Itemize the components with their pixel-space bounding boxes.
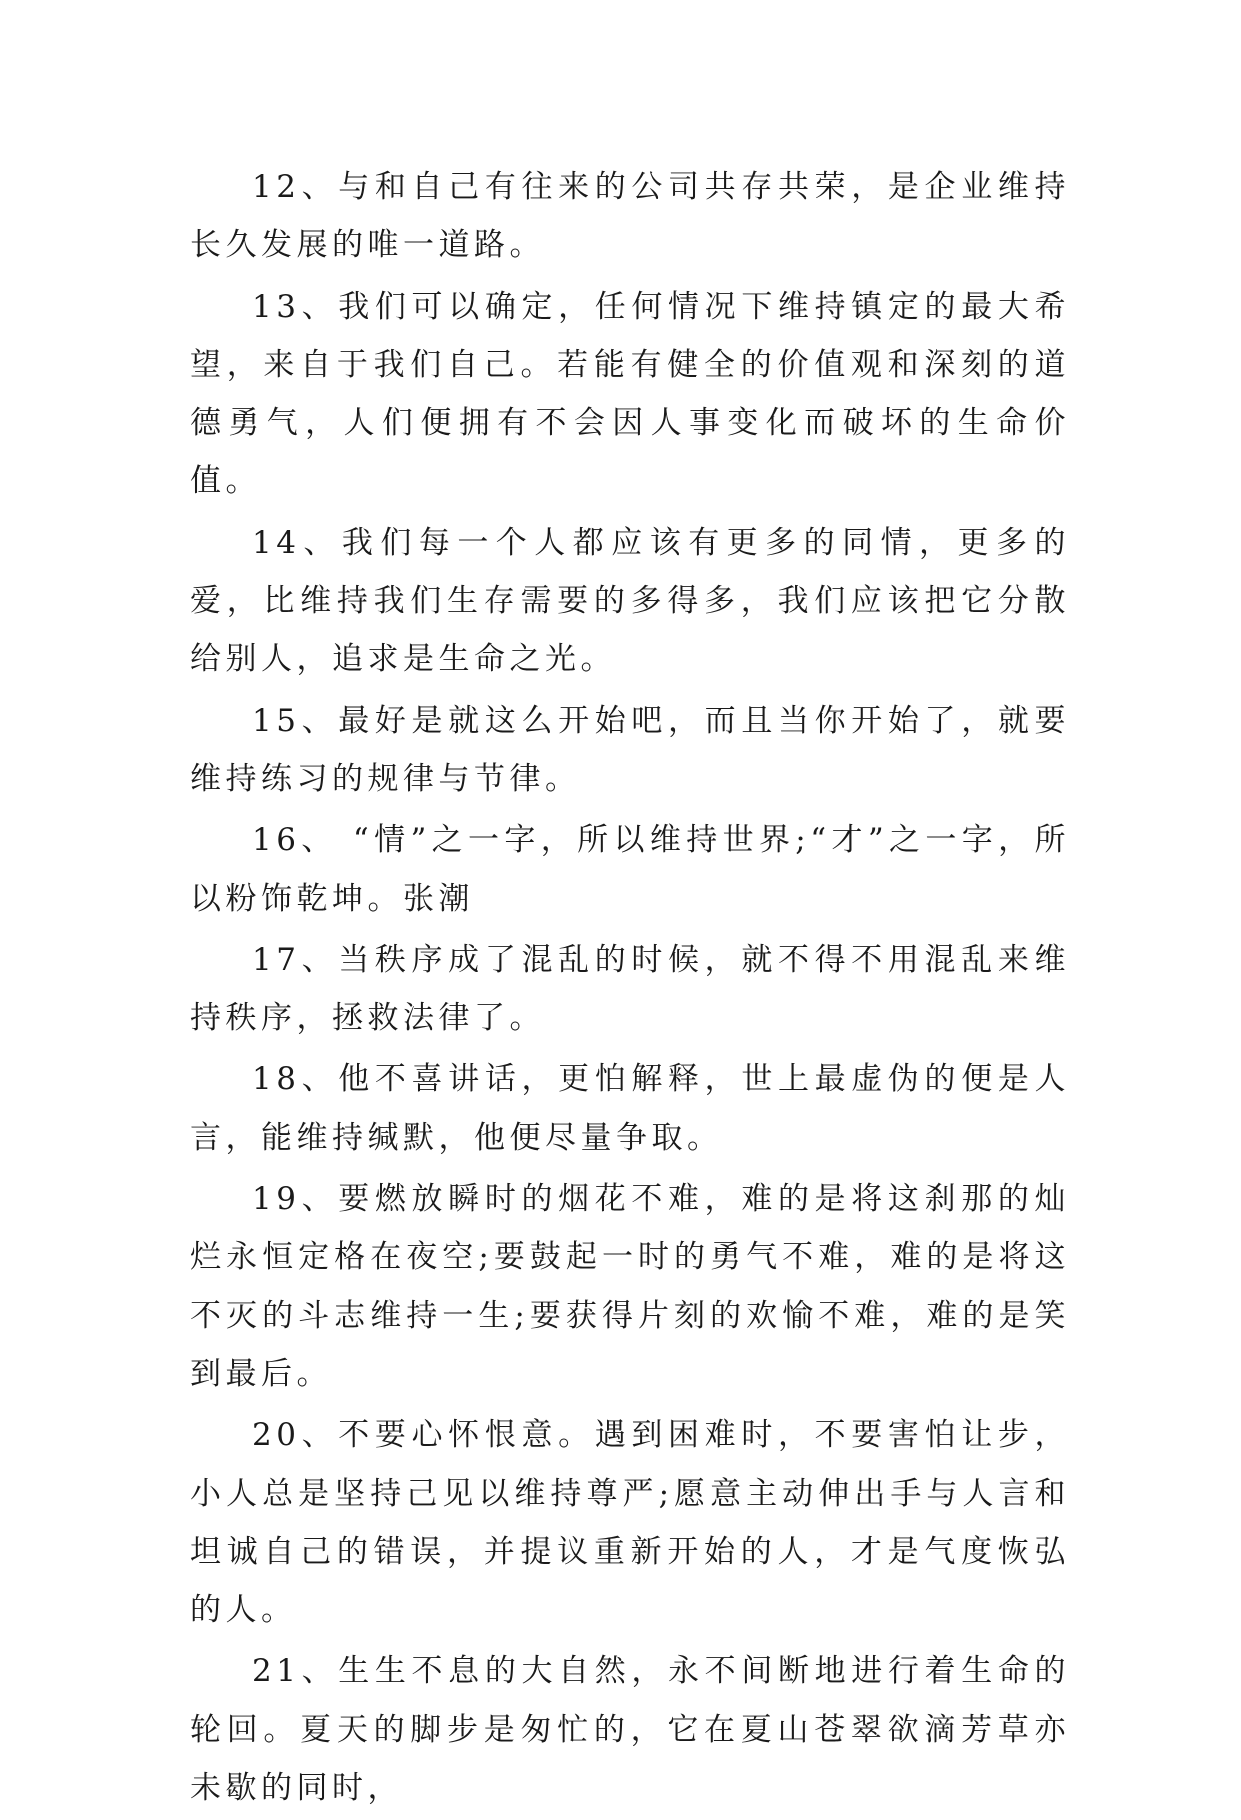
paragraph-17: 17、当秩序成了混乱的时候，就不得不用混乱来维持秩序，拯救法律了。	[190, 941, 1070, 1037]
paragraph-13: 13、我们可以确定，任何情况下维持镇定的最大希望，来自于我们自己。若能有健全的价值观和深刻的道德勇气，人们便拥有不会因人事变化而破坏的生命价值。	[190, 288, 1070, 500]
paragraph-19: 19、要燃放瞬时的烟花不难，难的是将这刹那的灿烂永恒定格在夜空;要鼓起一时的勇气不难，难的是将这不灭的斗志维持一生;要获得片刻的欢愉不难，难的是笑到最后。	[190, 1181, 1070, 1392]
paragraph-18: 18、他不喜讲话，更怕解释，世上最虚伪的便是人言，能维持缄默，他便尽量争取。	[190, 1061, 1070, 1156]
paragraph-16: 16、 “情”之一字，所以维持世界;“才”之一字，所以粉饰乾坤。张潮	[190, 822, 1070, 917]
paragraph-12: 12、与和自己有往来的公司共存共荣，是企业维持长久发展的唯一道路。	[190, 169, 1070, 264]
paragraph-21: 21、生生不息的大自然，永不间断地进行着生命的轮回。夏天的脚步是匆忙的，它在夏山苍翠欲滴芳草亦未歇的同时，	[190, 1653, 1070, 1807]
document-body	[190, 158, 1070, 1820]
paragraph-14: 14、我们每一个人都应该有更多的同情，更多的爱，比维持我们生存需要的多得多，我们应该把它分散给别人，追求是生命之光。	[190, 524, 1070, 678]
paragraph-20: 20、不要心怀恨意。遇到困难时，不要害怕让步，小人总是坚持己见以维持尊严;愿意主动伸出手与人言和坦诚自己的错误，并提议重新开始的人，才是气度恢弘的人。	[190, 1417, 1070, 1629]
paragraph-15: 15、最好是就这么开始吧，而且当你开始了，就要维持练习的规律与节律。	[190, 702, 1070, 797]
